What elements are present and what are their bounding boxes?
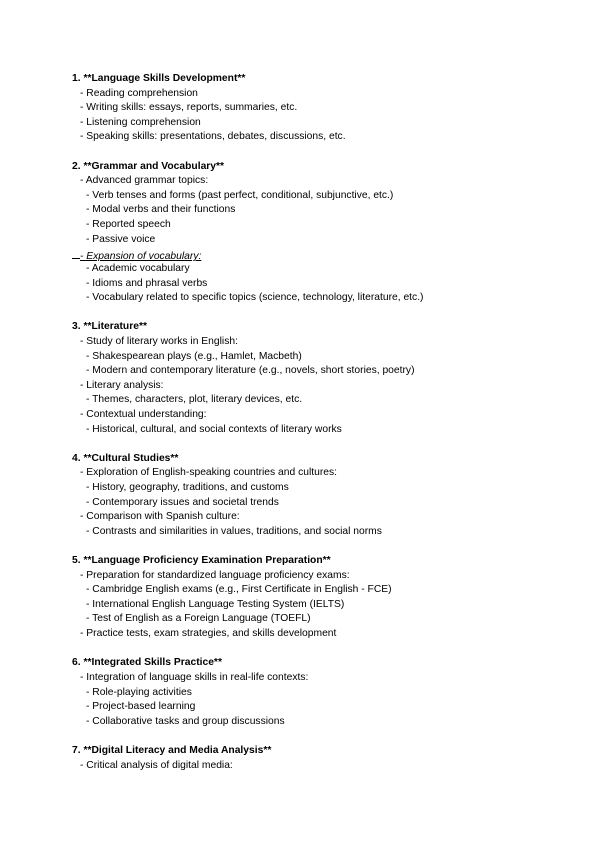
- list-item: - Passive voice: [86, 233, 156, 245]
- list-item: - Modern and contemporary literature (e.g., novels, short stories, poetry): [86, 365, 415, 377]
- list-item: - Reported speech: [86, 219, 171, 231]
- list-item: - Speaking skills: presentations, debates, discussions, etc.: [80, 131, 346, 143]
- list-item: - Study of literary works in English:: [80, 335, 238, 347]
- underline-lead: [72, 247, 80, 259]
- list-item: - Contrasts and similarities in values, traditions, and social norms: [86, 525, 382, 537]
- list-item: - Idioms and phrasal verbs: [86, 277, 208, 289]
- document-body: [72, 72, 542, 788]
- list-item: - Contemporary issues and societal trends: [86, 496, 279, 508]
- list-item: - International English Language Testing System (IELTS): [86, 598, 345, 610]
- section-heading: 3. **Literature**: [72, 321, 147, 333]
- subheading-text: - Expansion of vocabulary:: [80, 251, 202, 263]
- section-1: [72, 72, 542, 145]
- list-item: - Role-playing activities: [86, 686, 192, 698]
- list-item: - Modal verbs and their functions: [86, 204, 236, 216]
- list-item: - Preparation for standardized language proficiency exams:: [80, 569, 350, 581]
- list-item: - Advanced grammar topics:: [80, 175, 209, 187]
- section-5: [72, 554, 542, 642]
- section-3: [72, 320, 542, 437]
- list-item: - Critical analysis of digital media:: [80, 759, 233, 771]
- list-item: - Collaborative tasks and group discussions: [86, 715, 285, 727]
- list-item: - History, geography, traditions, and customs: [86, 482, 289, 494]
- section-4: [72, 452, 542, 540]
- section-heading: 1. **Language Skills Development**: [72, 73, 246, 84]
- section-6: [72, 656, 542, 729]
- list-item: - Writing skills: essays, reports, summaries, etc.: [80, 102, 298, 114]
- list-item: - Reading comprehension: [80, 87, 198, 99]
- list-item: - Integration of language skills in real-life contexts:: [80, 671, 309, 683]
- section-heading: 2. **Grammar and Vocabulary**: [72, 160, 225, 172]
- list-item: - Listening comprehension: [80, 116, 201, 128]
- list-item: - Literary analysis:: [80, 379, 164, 391]
- section-heading: 6. **Integrated Skills Practice**: [72, 657, 222, 669]
- list-item: - Verb tenses and forms (past perfect, conditional, subjunctive, etc.): [86, 189, 394, 201]
- list-item: - Test of English as a Foreign Language (TOEFL): [86, 613, 311, 625]
- list-item: - Historical, cultural, and social contexts of literary works: [86, 423, 342, 435]
- list-item: - Academic vocabulary: [86, 262, 190, 274]
- list-item: - Project-based learning: [86, 701, 196, 713]
- list-item: - Cambridge English exams (e.g., First Certificate in English - FCE): [86, 584, 392, 596]
- list-item: - Themes, characters, plot, literary devices, etc.: [86, 394, 303, 406]
- list-item: - Contextual understanding:: [80, 408, 207, 420]
- section-7: [72, 744, 542, 773]
- list-item: - Shakespearean plays (e.g., Hamlet, Macbeth): [86, 350, 302, 362]
- list-item: - Exploration of English-speaking countries and cultures:: [80, 467, 337, 479]
- list-item: - Vocabulary related to specific topics (science, technology, literature, etc.): [86, 292, 424, 304]
- section-2: [72, 160, 542, 306]
- subheading-line: [72, 247, 542, 262]
- section-heading: 5. **Language Proficiency Examination Preparation**: [72, 555, 331, 567]
- list-item: - Comparison with Spanish culture:: [80, 511, 240, 523]
- section-heading: 4. **Cultural Studies**: [72, 452, 179, 464]
- section-heading: 7. **Digital Literacy and Media Analysis**: [72, 744, 272, 756]
- list-item: - Practice tests, exam strategies, and skills development: [80, 628, 337, 640]
